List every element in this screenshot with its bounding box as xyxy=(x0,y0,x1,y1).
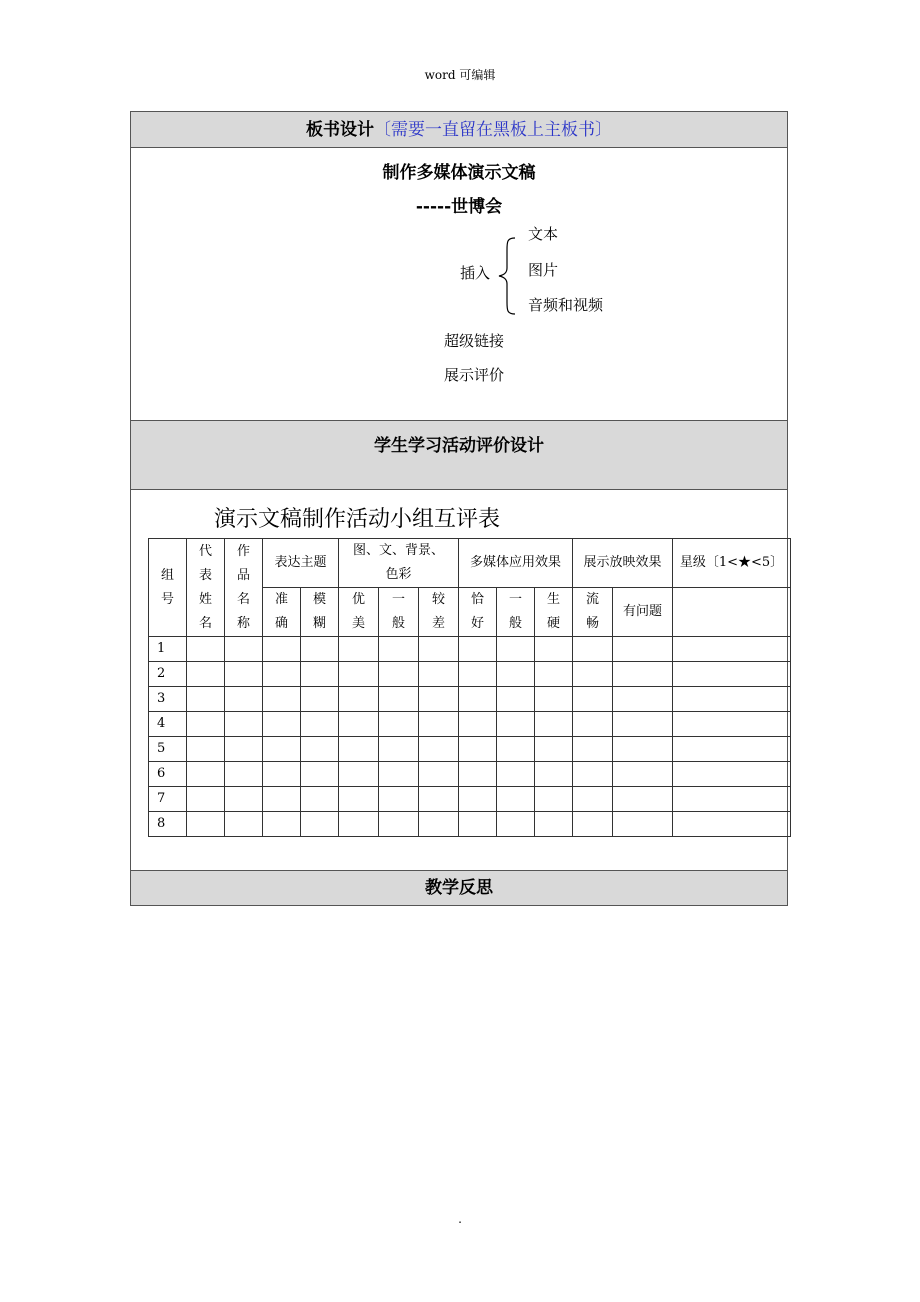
score-cell[interactable] xyxy=(339,787,379,812)
score-cell[interactable] xyxy=(459,687,497,712)
score-cell[interactable] xyxy=(225,637,263,662)
score-cell[interactable] xyxy=(225,762,263,787)
score-cell[interactable] xyxy=(301,662,339,687)
score-cell[interactable] xyxy=(187,787,225,812)
score-cell[interactable] xyxy=(573,812,613,837)
evaluation-content xyxy=(131,490,787,871)
hyperlink-item: 超级链接 xyxy=(444,332,505,350)
table-row xyxy=(149,637,791,662)
score-cell[interactable] xyxy=(573,662,613,687)
board-design-note: 〔需要一直留在黑板上主板书〕 xyxy=(374,120,612,140)
score-cell[interactable] xyxy=(339,712,379,737)
header-design: 图、文、背景、 色彩 xyxy=(339,539,459,588)
insert-item-text: 文本 xyxy=(528,225,559,243)
score-cell[interactable] xyxy=(613,662,673,687)
board-content xyxy=(131,148,787,421)
score-cell[interactable] xyxy=(301,812,339,837)
score-cell[interactable] xyxy=(187,712,225,737)
score-cell[interactable] xyxy=(301,737,339,762)
score-cell[interactable] xyxy=(535,787,573,812)
score-cell[interactable] xyxy=(379,712,419,737)
sub-stiff: 生 硬 xyxy=(535,588,573,637)
evaluation-band xyxy=(131,421,787,490)
reflection-band-title: 教学反思 xyxy=(425,878,493,898)
sub-smooth: 流 畅 xyxy=(573,588,613,637)
score-cell[interactable] xyxy=(187,812,225,837)
score-cell[interactable] xyxy=(535,737,573,762)
score-cell[interactable] xyxy=(673,662,791,687)
score-cell[interactable] xyxy=(613,812,673,837)
header-representative: 代 表 姓 名 xyxy=(187,539,225,637)
score-cell[interactable] xyxy=(573,687,613,712)
row-number: 8 xyxy=(149,812,187,837)
score-cell[interactable] xyxy=(379,812,419,837)
score-cell[interactable] xyxy=(379,762,419,787)
score-cell[interactable] xyxy=(339,762,379,787)
sub-beautiful: 优 美 xyxy=(339,588,379,637)
score-cell[interactable] xyxy=(573,762,613,787)
score-cell[interactable] xyxy=(613,687,673,712)
score-cell[interactable] xyxy=(573,712,613,737)
score-cell[interactable] xyxy=(535,662,573,687)
score-cell[interactable] xyxy=(225,787,263,812)
score-cell[interactable] xyxy=(419,687,459,712)
reflection-band xyxy=(131,871,787,905)
score-cell[interactable] xyxy=(339,737,379,762)
score-cell[interactable] xyxy=(497,737,535,762)
header-show: 展示放映效果 xyxy=(573,539,673,588)
score-cell[interactable] xyxy=(339,637,379,662)
score-cell[interactable] xyxy=(613,737,673,762)
score-cell[interactable] xyxy=(459,787,497,812)
score-cell[interactable] xyxy=(459,662,497,687)
lesson-plan-table xyxy=(130,111,788,906)
score-cell[interactable] xyxy=(497,712,535,737)
header-theme: 表达主题 xyxy=(263,539,339,588)
score-cell[interactable] xyxy=(263,737,301,762)
score-cell[interactable] xyxy=(573,787,613,812)
score-cell[interactable] xyxy=(263,662,301,687)
insert-item-image: 图片 xyxy=(528,261,559,279)
score-cell[interactable] xyxy=(187,737,225,762)
sub-average: 一 般 xyxy=(379,588,419,637)
score-cell[interactable] xyxy=(379,787,419,812)
score-cell[interactable] xyxy=(497,662,535,687)
row-number: 3 xyxy=(149,687,187,712)
showcase-item: 展示评价 xyxy=(444,366,505,384)
score-cell[interactable] xyxy=(419,662,459,687)
evaluation-table-title: 演示文稿制作活动小组互评表 xyxy=(214,507,501,532)
score-cell[interactable] xyxy=(573,637,613,662)
score-cell[interactable] xyxy=(673,712,791,737)
score-cell[interactable] xyxy=(673,762,791,787)
table-row xyxy=(149,687,791,712)
score-cell[interactable] xyxy=(263,762,301,787)
score-cell[interactable] xyxy=(497,637,535,662)
row-number: 2 xyxy=(149,662,187,687)
board-subtitle: -----世博会 xyxy=(415,197,503,217)
score-cell[interactable] xyxy=(419,812,459,837)
score-cell[interactable] xyxy=(187,637,225,662)
sub-vague: 模 糊 xyxy=(301,588,339,637)
score-cell[interactable] xyxy=(301,687,339,712)
score-cell[interactable] xyxy=(535,687,573,712)
evaluation-band-title: 学生学习活动评价设计 xyxy=(374,436,544,456)
score-cell[interactable] xyxy=(187,762,225,787)
header-work-name: 作 品 名 称 xyxy=(225,539,263,637)
score-cell[interactable] xyxy=(497,787,535,812)
sub-poor: 较 差 xyxy=(419,588,459,637)
score-cell[interactable] xyxy=(301,787,339,812)
header-media: 多媒体应用效果 xyxy=(459,539,573,588)
score-cell[interactable] xyxy=(419,737,459,762)
page-header: word 可编辑 xyxy=(424,68,496,82)
table-row xyxy=(149,812,791,837)
insert-label: 插入 xyxy=(460,264,491,282)
score-cell[interactable] xyxy=(535,762,573,787)
score-cell[interactable] xyxy=(459,812,497,837)
table-row xyxy=(149,712,791,737)
score-cell[interactable] xyxy=(535,712,573,737)
row-number: 4 xyxy=(149,712,187,737)
insert-item-audio-video: 音频和视频 xyxy=(528,296,604,314)
score-cell[interactable] xyxy=(225,812,263,837)
score-cell[interactable] xyxy=(673,737,791,762)
score-cell[interactable] xyxy=(339,687,379,712)
score-cell[interactable] xyxy=(263,787,301,812)
board-design-title: 板书设计 xyxy=(306,120,374,140)
score-cell[interactable] xyxy=(225,662,263,687)
header-group: 组 号 xyxy=(149,539,187,637)
score-cell[interactable] xyxy=(379,662,419,687)
score-cell[interactable] xyxy=(187,687,225,712)
score-cell[interactable] xyxy=(535,812,573,837)
score-cell[interactable] xyxy=(419,637,459,662)
board-title: 制作多媒体演示文稿 xyxy=(382,163,536,183)
score-cell[interactable] xyxy=(613,787,673,812)
score-cell[interactable] xyxy=(673,787,791,812)
score-cell[interactable] xyxy=(459,737,497,762)
peer-evaluation-table xyxy=(148,538,791,837)
score-cell[interactable] xyxy=(613,637,673,662)
sub-proper: 恰 好 xyxy=(459,588,497,637)
score-cell[interactable] xyxy=(459,762,497,787)
score-cell[interactable] xyxy=(301,762,339,787)
score-cell[interactable] xyxy=(673,687,791,712)
score-cell[interactable] xyxy=(459,712,497,737)
row-number: 7 xyxy=(149,787,187,812)
score-cell[interactable] xyxy=(379,687,419,712)
table-row xyxy=(149,737,791,762)
sub-accurate: 准 确 xyxy=(263,588,301,637)
score-cell[interactable] xyxy=(573,737,613,762)
sub-problem: 有问题 xyxy=(613,588,673,637)
score-cell[interactable] xyxy=(497,812,535,837)
row-number: 1 xyxy=(149,637,187,662)
score-cell[interactable] xyxy=(339,662,379,687)
score-cell[interactable] xyxy=(497,687,535,712)
score-cell[interactable] xyxy=(419,762,459,787)
score-cell[interactable] xyxy=(263,637,301,662)
score-cell[interactable] xyxy=(419,712,459,737)
score-cell[interactable] xyxy=(535,637,573,662)
table-row xyxy=(149,787,791,812)
score-cell[interactable] xyxy=(379,637,419,662)
score-cell[interactable] xyxy=(263,687,301,712)
score-cell[interactable] xyxy=(379,737,419,762)
score-cell[interactable] xyxy=(419,787,459,812)
sub-average-media: 一 般 xyxy=(497,588,535,637)
score-cell[interactable] xyxy=(187,662,225,687)
header-stars: 星级〔1<★<5〕 xyxy=(673,539,791,588)
score-cell[interactable] xyxy=(225,687,263,712)
board-design-band xyxy=(131,112,787,148)
score-cell[interactable] xyxy=(225,712,263,737)
table-row xyxy=(149,662,791,687)
stars-empty-subheader xyxy=(673,588,791,637)
row-number: 6 xyxy=(149,762,187,787)
score-cell[interactable] xyxy=(301,712,339,737)
score-cell[interactable] xyxy=(613,712,673,737)
curly-brace-icon xyxy=(497,236,519,316)
score-cell[interactable] xyxy=(301,637,339,662)
score-cell[interactable] xyxy=(263,712,301,737)
score-cell[interactable] xyxy=(263,812,301,837)
score-cell[interactable] xyxy=(459,637,497,662)
evaluation-rows xyxy=(149,637,791,837)
score-cell[interactable] xyxy=(613,762,673,787)
score-cell[interactable] xyxy=(497,762,535,787)
score-cell[interactable] xyxy=(673,637,791,662)
score-cell[interactable] xyxy=(339,812,379,837)
row-number: 5 xyxy=(149,737,187,762)
page-footer: . xyxy=(458,1212,462,1226)
table-row xyxy=(149,762,791,787)
score-cell[interactable] xyxy=(225,737,263,762)
score-cell[interactable] xyxy=(673,812,791,837)
